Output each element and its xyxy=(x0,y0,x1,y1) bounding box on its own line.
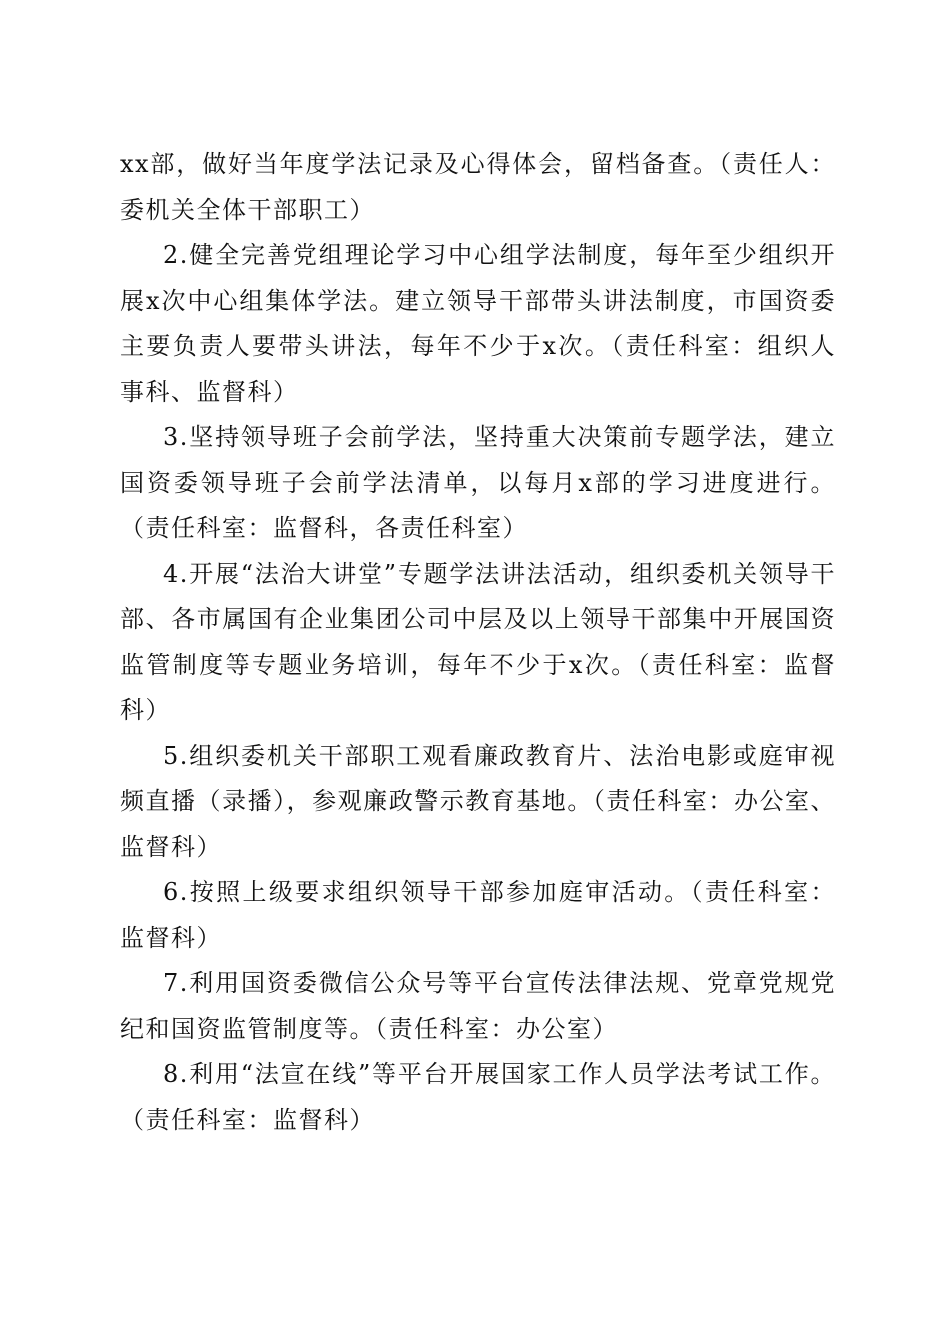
paragraph-continuation: xx部，做好当年度学法记录及心得体会，留档备查。（责任人：委机关全体干部职工） xyxy=(120,150,836,224)
paragraph-item-2: 2.健全完善党组理论学习中心组学法制度，每年至少组织开展x次中心组集体学法。建立领导干部带头讲法制度，市国资委主要负责人要带头讲法，每年不少于x次。（责任科室：组织人事科、监督科） xyxy=(120,241,836,406)
paragraph-item-5: 5.组织委机关干部职工观看廉政教育片、法治电影或庭审视频直播（录播），参观廉政警示教育基地。（责任科室：办公室、监督科） xyxy=(120,741,836,861)
paragraph-item-4: 4.开展“法治大讲堂”专题学法讲法活动，组织委机关领导干部、各市属国有企业集团公司中层及以上领导干部集中开展国资监管制度等专题业务培训，每年不少于x次。（责任科室：监督科） xyxy=(120,559,836,724)
document-body xyxy=(120,142,836,1143)
paragraph-item-3: 3.坚持领导班子会前学法，坚持重大决策前专题学法，建立国资委领导班子会前学法清单，以每月x部的学习进度进行。（责任科室：监督科，各责任科室） xyxy=(120,423,836,542)
paragraph-item-6: 6.按照上级要求组织领导干部参加庭审活动。（责任科室：监督科） xyxy=(120,878,836,952)
paragraph-item-7: 7.利用国资委微信公众号等平台宣传法律法规、党章党规党纪和国资监管制度等。（责任科室：办公室） xyxy=(120,969,836,1043)
paragraph-item-8: 8.利用“法宣在线”等平台开展国家工作人员学法考试工作。（责任科室：监督科） xyxy=(120,1060,836,1134)
